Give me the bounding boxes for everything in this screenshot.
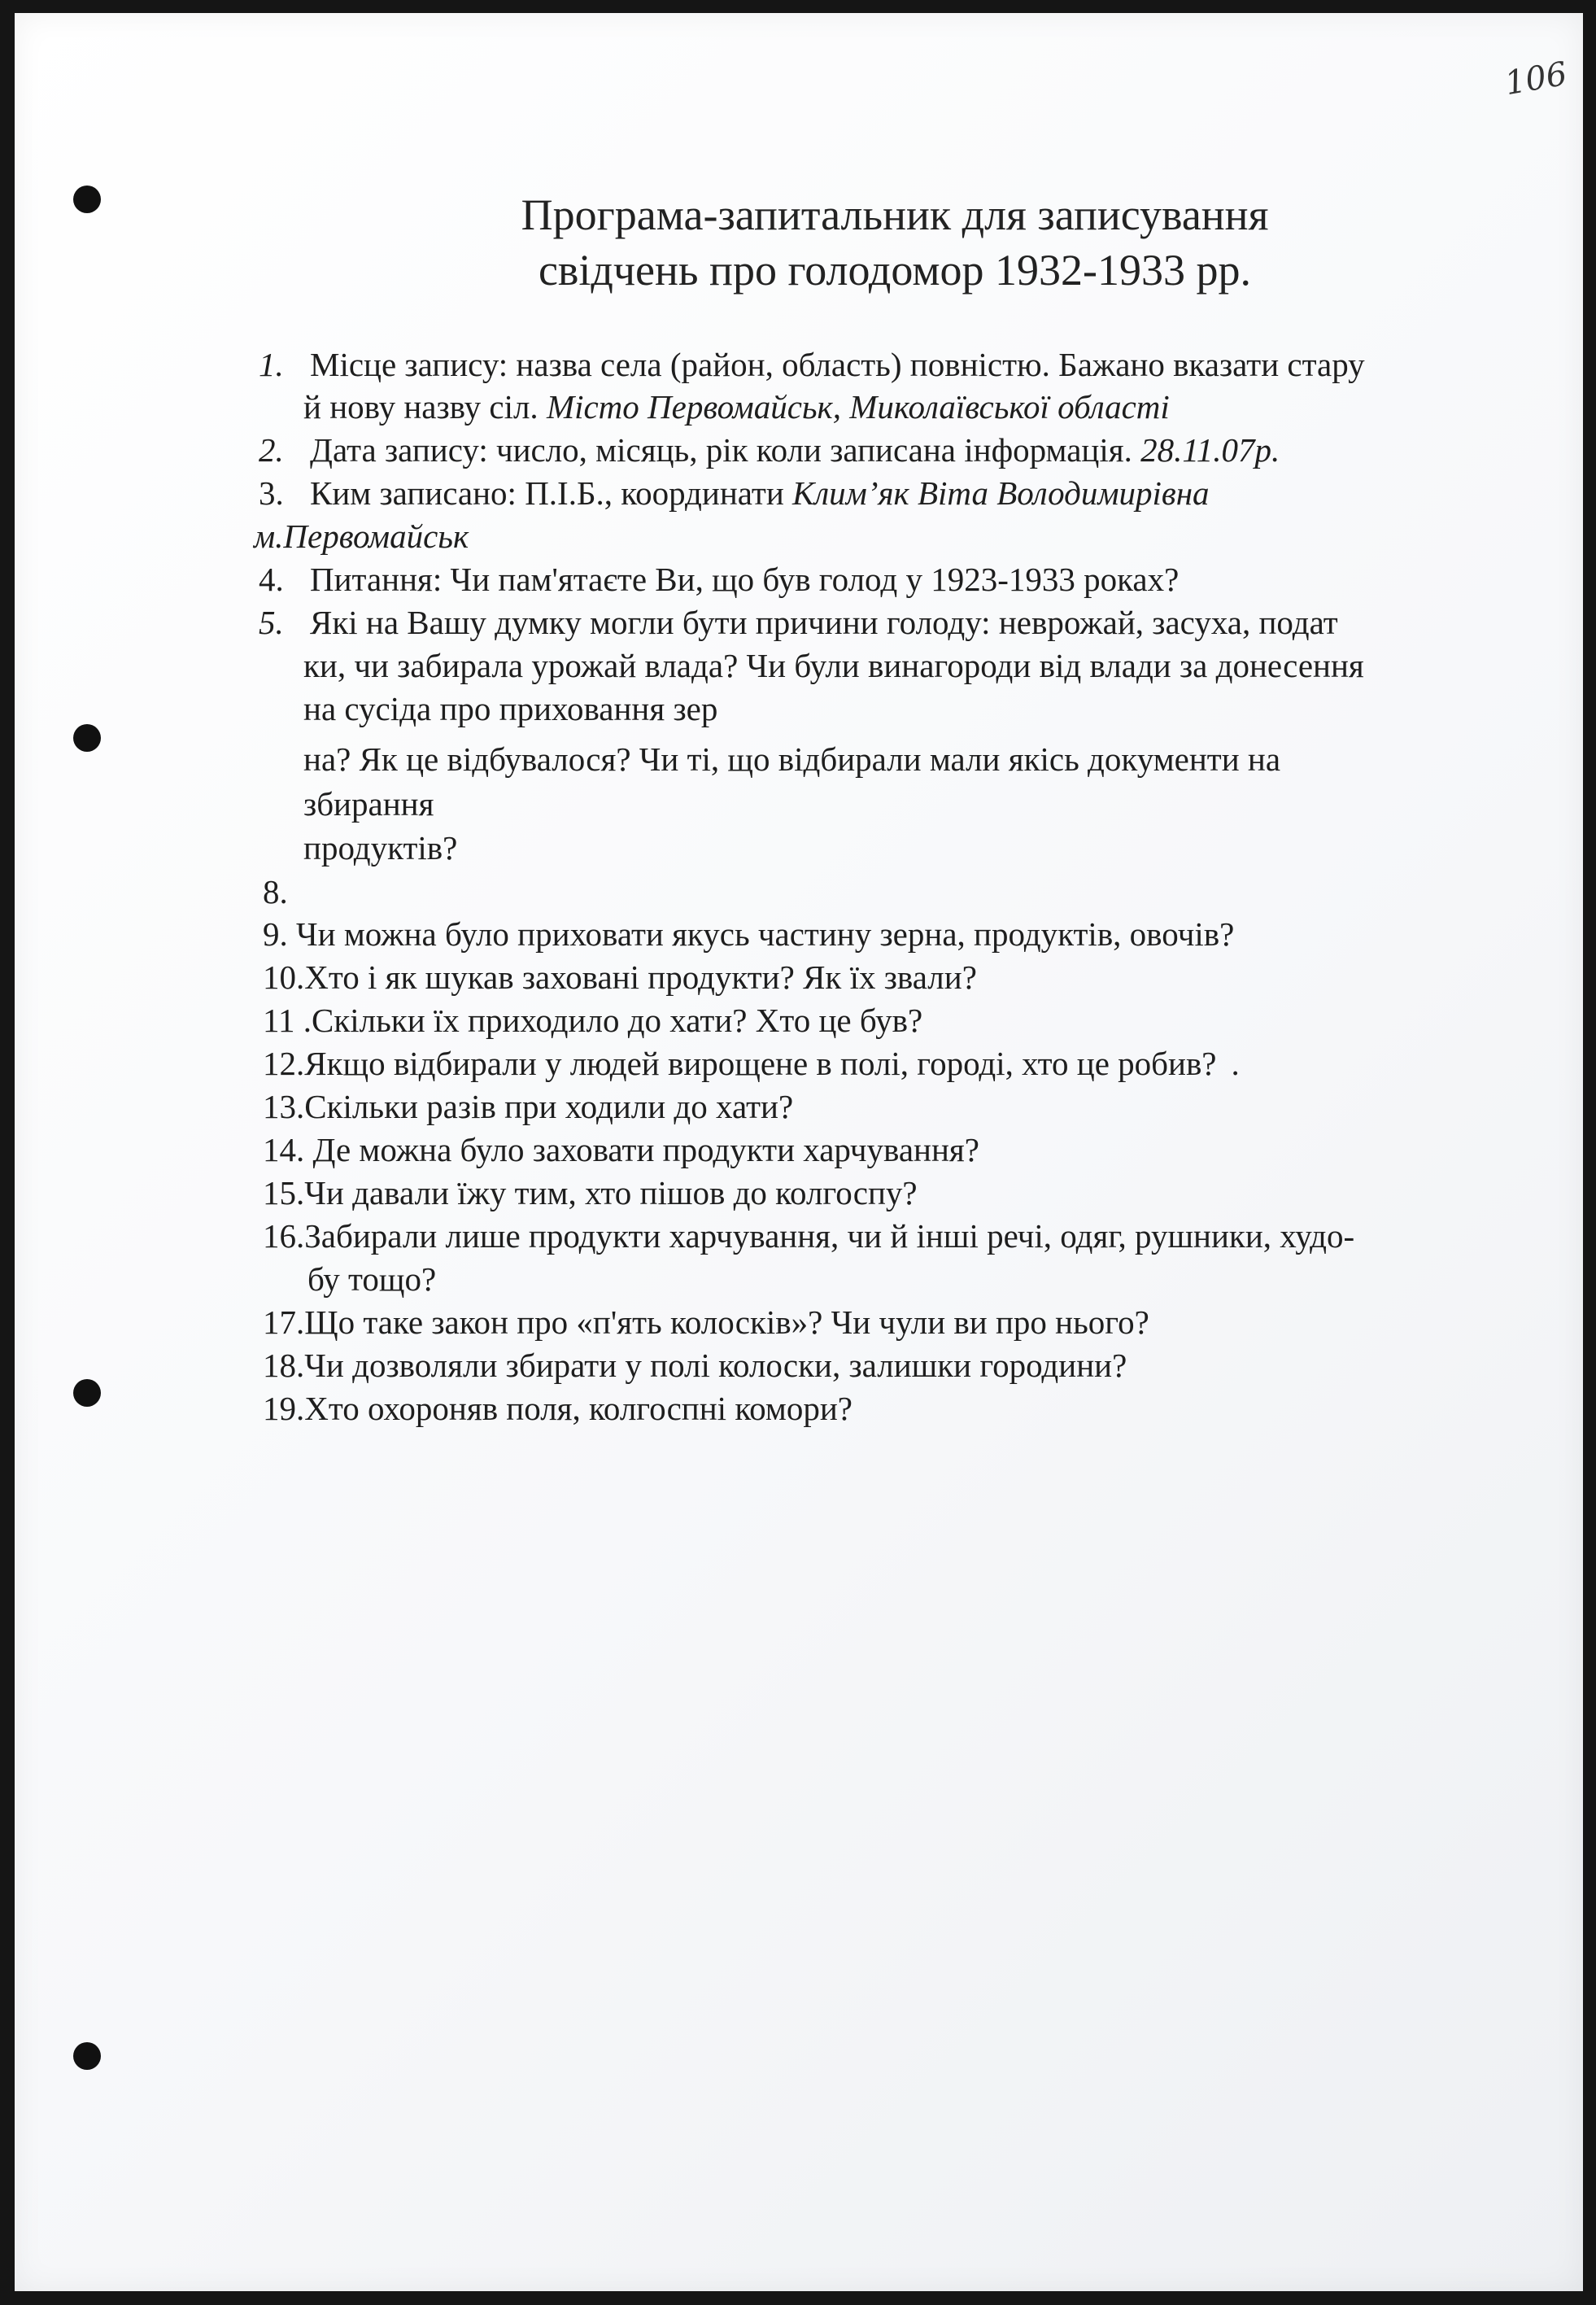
question-text: Питання: Чи пам'ятаєте Ви, що був голод у 1923-1933 роках?: [310, 561, 1180, 598]
punch-hole: [73, 1379, 101, 1407]
question-14: 14. Де можна було заховати продукти харчування?: [263, 1131, 979, 1168]
question-number: 8.: [263, 873, 288, 910]
handwritten-page-number: 106: [1502, 55, 1570, 103]
question-5-continued: збирання: [303, 785, 434, 823]
question-text: Ким записано: П.І.Б., координати: [310, 474, 793, 512]
question-9: 9. Чи можна було приховати якусь частину зерна, продуктів, овочів?: [263, 915, 1235, 953]
question-5-continued: на сусіда про приховання зер: [303, 690, 718, 727]
stray-mark: .: [1231, 1045, 1240, 1082]
question-10: 10.Хто і як шукав заховані продукти? Як їх звали?: [263, 958, 977, 996]
question-number: 5.: [259, 604, 284, 641]
question-5: [259, 601, 1338, 644]
question-1-continued: [303, 386, 1170, 428]
question-3-continued: [254, 515, 469, 557]
handwritten-answer: м.Первомайськ: [254, 517, 469, 555]
question-17: 17.Що таке закон про «п'ять колосків»? Чи чули ви про нього?: [263, 1303, 1149, 1341]
title-line-1: Програма-запитальник для записування: [521, 190, 1269, 239]
question-16: 16.Забирали лише продукти харчування, чи й інші речі, одяг, рушники, худо-: [263, 1217, 1355, 1255]
question-4: [259, 558, 1179, 600]
question-text: Дата запису: число, місяць, рік коли записана інформація.: [310, 431, 1141, 469]
document-title: [244, 187, 1546, 298]
question-18: 18.Чи дозволяли збирати у полі колоски, залишки городини?: [263, 1347, 1127, 1384]
question-5-continued: ки, чи забирала урожай влада? Чи були винагороди від влади за донесення: [303, 647, 1364, 684]
question-16-continued: бу тощо?: [307, 1260, 437, 1298]
question-text: Які на Вашу думку могли бути причини голоду: неврожай, засуха, подат: [310, 604, 1338, 641]
handwritten-answer: Клим’як Віта Володимирівна: [792, 474, 1210, 512]
question-number: 2.: [259, 431, 284, 469]
question-number: 3.: [259, 474, 284, 512]
punch-hole: [73, 2042, 101, 2070]
handwritten-answer: Місто Первомайськ, Миколаївської області: [546, 388, 1170, 426]
question-5-continued: продуктів?: [303, 829, 458, 867]
question-text: 12.Якщо відбирали у людей вирощене в полі, городі, хто це робив?: [263, 1045, 1217, 1082]
question-2: [259, 429, 1280, 471]
question-number: 1.: [259, 346, 284, 383]
question-text: Місце запису: назва села (район, область) повністю. Бажано вказати стару: [310, 346, 1365, 383]
question-number: 4.: [259, 561, 284, 598]
question-1: [259, 343, 1365, 386]
question-15: 15.Чи давали їжу тим, хто пішов до колгоспу?: [263, 1174, 918, 1211]
question-5-continued: на? Як це відбувалося? Чи ті, що відбирали мали якісь документи на: [303, 740, 1281, 778]
question-13: 13.Скільки разів при ходили до хати?: [263, 1088, 794, 1125]
question-3: [259, 472, 1210, 514]
handwritten-answer: 28.11.07р.: [1140, 431, 1280, 469]
question-8: [263, 871, 288, 913]
question-19: 19.Хто охороняв поля, колгоспні комори?: [263, 1390, 853, 1427]
punch-hole: [73, 724, 101, 752]
question-text: й нову назву сіл.: [303, 388, 547, 426]
question-12: [263, 1042, 1240, 1085]
question-11: 11 .Скільки їх приходило до хати? Хто це був?: [263, 1002, 923, 1039]
punch-hole: [73, 186, 101, 213]
title-line-2: свідчень про голодомор 1932-1933 рр.: [538, 246, 1252, 295]
